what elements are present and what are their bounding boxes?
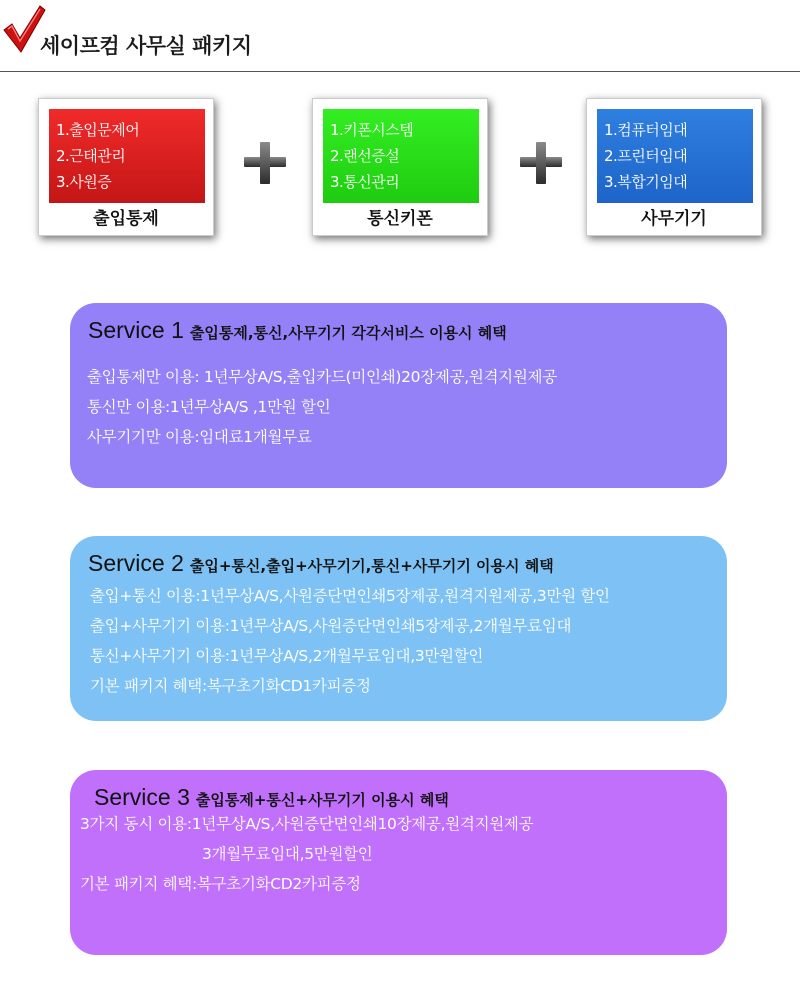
package-items (597, 109, 753, 203)
service-subtitle: 출입+통신,출입+사무기기,통신+사무기기 이용시 혜택 (189, 557, 554, 575)
service-heading (94, 784, 449, 811)
header-divider (0, 71, 800, 72)
service-name: Service 1 (88, 317, 184, 343)
service-subtitle: 출입통제+통신+사무기기 이용시 혜택 (195, 791, 449, 809)
plus-icon (520, 142, 562, 184)
package-items (323, 109, 479, 203)
package-item: 1.컴퓨터임대 (604, 121, 688, 139)
service-benefit: 출입+사무기기 이용:1년무상A/S,사원증단면인쇄5장제공,2개월무료임대 (90, 617, 572, 635)
service-benefit: 통신만 이용:1년무상A/S ,1만원 할인 (87, 398, 331, 416)
plus-icon (244, 142, 286, 184)
service-benefit: 통신+사무기기 이용:1년무상A/S,2개월무료임대,3만원할인 (90, 647, 484, 665)
service-heading (88, 550, 554, 577)
package-card-access-control (38, 98, 214, 236)
package-item: 2.근태관리 (56, 147, 126, 165)
package-label: 통신키폰 (367, 209, 433, 229)
page-title: 세이프컴 사무실 패키지 (40, 34, 252, 58)
service-name: Service 2 (88, 550, 184, 576)
service-benefit: 출입+통신 이용:1년무상A/S,사원증단면인쇄5장제공,원격지원제공,3만원 할인 (90, 587, 610, 605)
service-benefit: 3개월무료임대,5만원할인 (202, 845, 373, 863)
service-heading (88, 317, 507, 344)
package-card-office-equipment (586, 98, 762, 236)
package-card-telecom (312, 98, 488, 236)
service-benefit: 기본 패키지 혜택:복구초기화CD2카피증정 (80, 875, 361, 893)
package-item: 2.프린터임대 (604, 147, 688, 165)
service-name: Service 3 (94, 784, 190, 810)
service-benefit: 출입통제만 이용: 1년무상A/S,출입카드(미인쇄)20장제공,원격지원제공 (87, 368, 557, 386)
package-item: 3.통신관리 (330, 173, 400, 191)
service-benefit: 기본 패키지 혜택:복구초기화CD1카피증정 (90, 677, 371, 695)
package-item: 1.출입문제어 (56, 121, 140, 139)
service-2-panel (70, 536, 727, 721)
package-item: 2.랜선증설 (330, 147, 400, 165)
package-label: 사무기기 (641, 209, 707, 229)
package-item: 1.키폰시스템 (330, 121, 414, 139)
header (0, 0, 800, 72)
service-benefit: 사무기기만 이용:임대료1개월무료 (87, 428, 312, 446)
package-item: 3.사원증 (56, 173, 112, 191)
package-label: 출입통제 (93, 209, 159, 229)
service-1-panel (70, 303, 727, 488)
service-subtitle: 출입통제,통신,사무기기 각각서비스 이용시 혜택 (189, 324, 507, 342)
package-items (49, 109, 205, 203)
service-3-panel (70, 770, 727, 955)
service-benefit: 3가지 동시 이용:1년무상A/S,사원증단면인쇄10장제공,원격지원제공 (80, 815, 534, 833)
package-item: 3.복합기임대 (604, 173, 688, 191)
